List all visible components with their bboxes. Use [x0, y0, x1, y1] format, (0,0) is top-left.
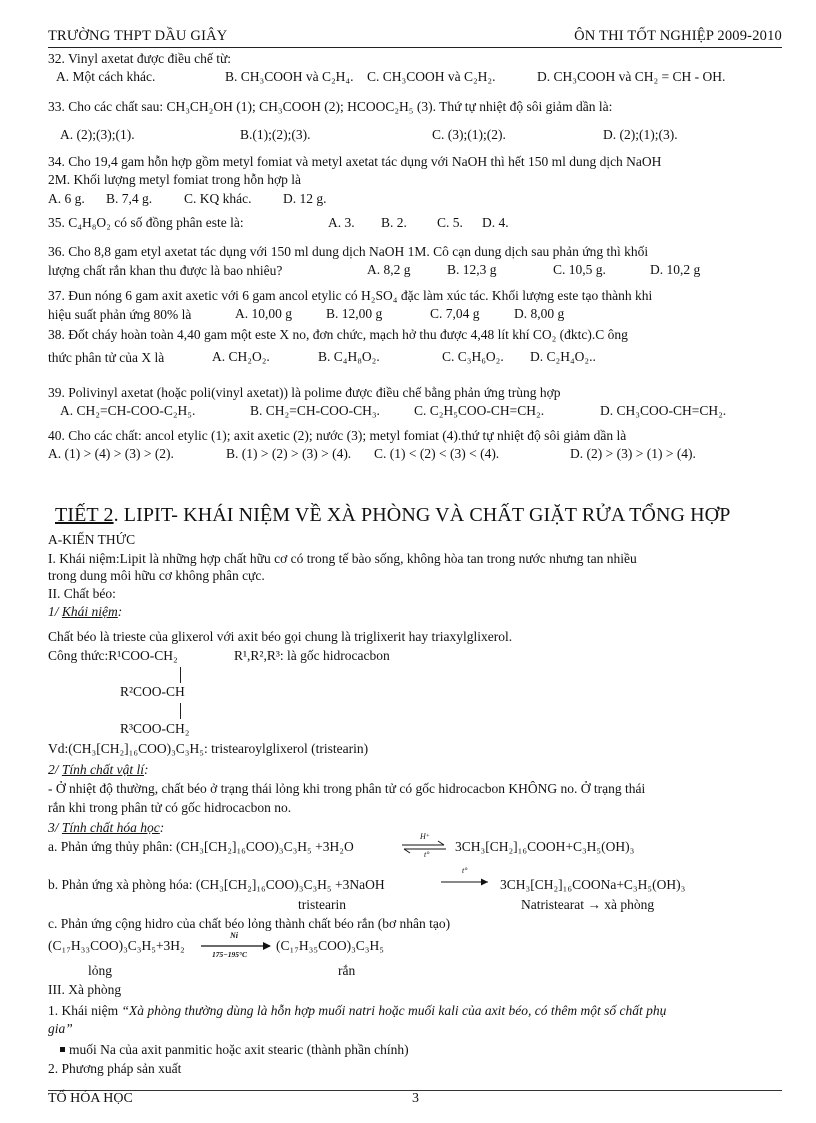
- page-header: [48, 27, 782, 48]
- chat-beo-definition: Chất béo là trieste của glixerol với axit béo gọi chung là triglixerit hay triaxylglixerol.: [48, 629, 513, 644]
- reaction-a-condition: t°: [424, 850, 430, 859]
- section-title: [55, 504, 730, 527]
- q32-d: D. CH₃COOH và CH₂ = CH - OH.: [537, 69, 726, 84]
- q38-b: B. C₄H₈O₂.: [318, 349, 380, 364]
- formula-middle: R²COO-CH: [120, 684, 185, 699]
- bond-line-1: [180, 667, 181, 683]
- subheading-khai-niem: 1/ Khái niệm:: [48, 604, 123, 619]
- q34-d: D. 12 g.: [283, 191, 327, 206]
- q35-stem: 35. C₄H₈O₂ có số đồng phân este là:: [48, 215, 244, 230]
- subheading-text: Khái niệm: [61, 604, 118, 619]
- subheading-number: 1/: [48, 604, 62, 619]
- q34-b: B. 7,4 g.: [106, 191, 153, 206]
- q37-line2: hiệu suất phản ứng 80% là: [48, 307, 192, 322]
- subheading-vat-li: 2/ Tính chất vật lí:: [48, 762, 149, 777]
- footer-department: TỔ HÓA HỌC: [48, 1091, 133, 1106]
- q32-stem: 32. Vinyl axetat được điều chế từ:: [48, 51, 232, 66]
- section-title-head: TIẾT 2: [55, 504, 114, 526]
- xa-phong-definition-line1: 1. Khái niệm “Xà phòng thường dùng là hỗn hợp muối natri hoặc muối kali của axit béo, có thêm một số chất phụ: [48, 1003, 667, 1018]
- q33-b: B.(1);(2);(3).: [240, 127, 311, 142]
- vat-li-line1: - Ở nhiệt độ thường, chất béo ở trạng thái lỏng khi trong phân tử có gốc hidrocacbon KHÔNG no. Ở trạng thái: [48, 781, 646, 796]
- q40-c: C. (1) < (2) < (3) < (4).: [374, 446, 500, 461]
- q36-b: B. 12,3 g: [447, 262, 497, 277]
- reaction-b-label-tristearin: tristearin: [298, 897, 346, 912]
- chat-beo-heading: II. Chất béo:: [48, 586, 116, 601]
- section-title-rest: . LIPIT- KHÁI NIỆM VỀ XÀ PHÒNG VÀ CHẤT GIẶT RỬA TỔNG HỢP: [113, 504, 731, 526]
- bullet-icon: [60, 1047, 65, 1052]
- example-tristearin: Vd:(CH₃[CH₂]₁₆COO)₃C₃H₅: tristearoylglixerol (tristearin): [48, 741, 369, 756]
- q34-a: A. 6 g.: [48, 191, 85, 206]
- xa-phong-definition-line2: gia”: [48, 1021, 73, 1036]
- q38-line2: thức phân tử của X là: [48, 350, 165, 365]
- reaction-c-right: (C₁₇H₃₅COO)₃C₃H₅: [276, 938, 384, 953]
- bond-line-2: [180, 703, 181, 719]
- kien-thuc-heading: A-KIẾN THỨC: [48, 532, 136, 547]
- q36-a: A. 8,2 g: [367, 262, 411, 277]
- xa-phong-heading: III. Xà phòng: [48, 982, 122, 997]
- q39-b: B. CH₂=CH-COO-CH₃.: [250, 403, 380, 418]
- formula-note: R¹,R²,R³: là gốc hidrocacbon: [234, 648, 390, 663]
- q38-c: C. C₃H₆O₂.: [442, 349, 504, 364]
- q40-b: B. (1) > (2) > (3) > (4).: [226, 446, 352, 461]
- reaction-c-label-solid: rắn: [338, 963, 356, 978]
- q33-a: A. (2);(3);(1).: [60, 127, 135, 142]
- q32-a: A. Một cách khác.: [56, 69, 156, 84]
- q32-b: B. CH₃COOH và C₂H₄.: [225, 69, 354, 84]
- q32-c: C. CH₃COOH và C₂H₂.: [367, 69, 496, 84]
- q34-line2: 2M. Khối lượng metyl fomiat trong hỗn hợp là: [48, 172, 301, 187]
- q36-d: D. 10,2 g: [650, 262, 701, 277]
- q40-a: A. (1) > (4) > (3) > (2).: [48, 446, 174, 461]
- page-number: 3: [412, 1091, 419, 1106]
- q40-d: D. (2) > (3) > (1) > (4).: [570, 446, 696, 461]
- khai-niem-line1: I. Khái niệm:Lipit là những hợp chất hữu cơ có trong tế bào sống, không hòa tan trong nước nhưng tan nhiều: [48, 551, 637, 566]
- reaction-c-left: (C₁₇H₃₃COO)₃C₃H₅+3H₂: [48, 938, 185, 953]
- reaction-a-catalyst: H⁺: [420, 832, 430, 841]
- bullet-item: muối Na của axit panmitic hoặc axit stearic (thành phần chính): [60, 1041, 409, 1059]
- reaction-c-condition: 175−195°C: [212, 950, 248, 959]
- reaction-c-label-liquid: lỏng: [88, 963, 113, 978]
- reaction-b-condition: t°: [462, 866, 468, 875]
- reaction-a-right: 3CH₃[CH₂]₁₆COOH+C₃H₅(OH)₃: [455, 839, 635, 854]
- q39-d: D. CH₃COO-CH=CH₂.: [600, 403, 727, 418]
- q34-c: C. KQ khác.: [184, 191, 252, 206]
- q37-a: A. 10,00 g: [235, 306, 292, 321]
- reaction-b-left: b. Phản ứng xà phòng hóa: (CH₃[CH₂]₁₆COO)₃C₃H₅ +3NaOH: [48, 877, 385, 892]
- q38-a: A. CH₂O₂.: [212, 349, 270, 364]
- q36-line1: 36. Cho 8,8 gam etyl axetat tác dụng với 150 ml dung dịch NaOH 1M. Cô cạn dung dịch sau phản ứng thì khối: [48, 244, 649, 259]
- q38-line1: 38. Đốt cháy hoàn toàn 4,40 gam một este X no, đơn chức, mạch hở thu được 4,48 lít khí CO₂ (đktc).C ông: [48, 327, 628, 342]
- q39-a: A. CH₂=CH-COO-C₂H₅.: [60, 403, 196, 418]
- q35-b: B. 2.: [381, 215, 407, 230]
- q37-c: C. 7,04 g: [430, 306, 480, 321]
- q37-d: D. 8,00 g: [514, 306, 565, 321]
- vat-li-line2: rắn khi trong phân tử có gốc hidrocacbon no.: [48, 800, 292, 815]
- reaction-c-description: c. Phản ứng cộng hidro của chất béo lỏng thành chất béo rắn (bơ nhân tạo): [48, 916, 451, 931]
- q38-d: D. C₂H₄O₂..: [530, 349, 596, 364]
- q33-c: C. (3);(1);(2).: [432, 127, 506, 142]
- reaction-a-left: a. Phản ứng thủy phân: (CH₃[CH₂]₁₆COO)₃C₃H₅ +3H₂O: [48, 839, 354, 854]
- khai-niem-line2: trong dung môi hữu cơ không phân cực.: [48, 568, 265, 583]
- q35-a: A. 3.: [328, 215, 355, 230]
- reaction-c-catalyst: Ni: [230, 931, 238, 940]
- school-name: TRƯỜNG THPT DẦU GIÂY: [48, 28, 228, 44]
- formula-bottom: R³COO-CH₂: [120, 721, 190, 736]
- q37-b: B. 12,00 g: [326, 306, 383, 321]
- forward-arrow: [440, 874, 492, 890]
- subheading-hoa-hoc: 3/ Tính chất hóa học:: [48, 820, 165, 835]
- exam-title: ÔN THI TỐT NGHIỆP 2009-2010: [574, 28, 782, 44]
- q35-c: C. 5.: [437, 215, 463, 230]
- q37-line1: 37. Đun nóng 6 gam axit axetic với 6 gam ancol etylic có H₂SO₄ đặc làm xúc tác. Khối lượng este tạo thành khi: [48, 288, 653, 303]
- q33-stem: 33. Cho các chất sau: CH₃CH₂OH (1); CH₃COOH (2); HCOOC₂H₅ (3). Thứ tự nhiệt độ sôi giảm dần là:: [48, 99, 613, 114]
- reaction-b-label-product: Natristearat → xà phòng: [521, 897, 655, 912]
- reaction-b-right: 3CH₃[CH₂]₁₆COONa+C₃H₅(OH)₃: [500, 877, 686, 892]
- q34-line1: 34. Cho 19,4 gam hỗn hợp gồm metyl fomiat và metyl axetat tác dụng với NaOH thì hết 150 ml dung dịch NaOH: [48, 154, 662, 169]
- q36-c: C. 10,5 g.: [553, 262, 606, 277]
- q35-d: D. 4.: [482, 215, 509, 230]
- san-xuat-heading: 2. Phương pháp sản xuất: [48, 1061, 182, 1076]
- formula-top: Công thức:R¹COO-CH₂: [48, 648, 178, 663]
- q36-line2: lượng chất rắn khan thu được là bao nhiêu?: [48, 263, 283, 278]
- q39-stem: 39. Polivinyl axetat (hoặc poli(vinyl axetat)) là polime được điều chế bằng phản ứng trùng hợp: [48, 385, 561, 400]
- q33-d: D. (2);(1);(3).: [603, 127, 678, 142]
- q40-stem: 40. Cho các chất: ancol etylic (1); axit axetic (2); nước (3); metyl fomiat (4).thứ tự nhiệt độ sôi giảm dần là: [48, 428, 627, 443]
- q39-c: C. C₂H₅COO-CH=CH₂.: [414, 403, 545, 418]
